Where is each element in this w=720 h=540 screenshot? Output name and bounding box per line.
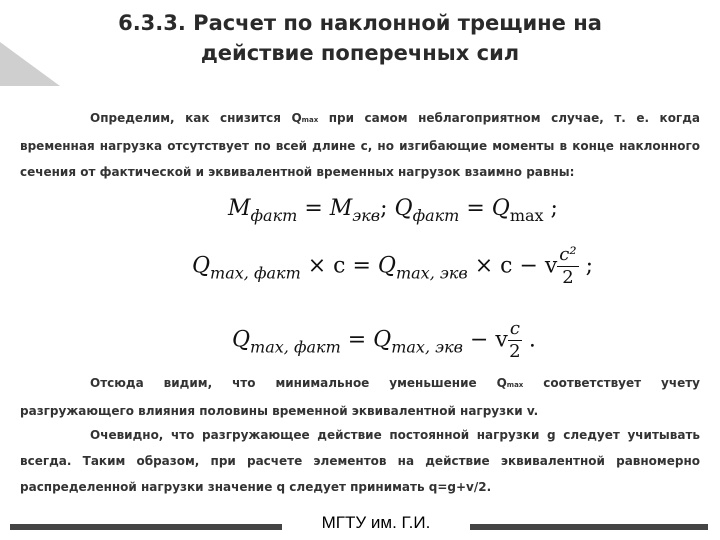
eq1-end: ;: [543, 196, 558, 221]
eq2-q2: Q: [377, 253, 396, 279]
eq1-sub-max: max: [509, 206, 544, 225]
paragraph-load: [20, 422, 700, 500]
eq1-sub-ekv: экв: [352, 206, 381, 225]
decorative-corner-triangle: [0, 42, 60, 86]
q-max-subscript: max: [301, 116, 319, 124]
eq2-sub-fakt: max, факт: [210, 263, 301, 283]
title-line-2: действие поперечных сил: [200, 41, 520, 65]
eq3-q: Q: [232, 327, 251, 353]
eq3-fraction: [508, 318, 522, 363]
eq2-fraction: [557, 244, 578, 289]
eq2-q: Q: [192, 253, 211, 279]
eq1-equals: =: [297, 196, 330, 221]
paragraph-conclusion-part2: соответствует учету разгружающего влияния половины временной эквивалентной нагрузки v.: [20, 376, 701, 418]
footer-bar-right: [470, 524, 708, 530]
paragraph-intro-part2: при самом неблагоприятном случае, т. е. когда временная нагрузка отсутствует по всей длине с, но изгибающие моменты в конце наклонного сечения от фактической и эквивалентной временных нагрузок взаимно равны:: [20, 111, 700, 179]
eq1-equals2: =: [459, 196, 492, 221]
paragraph-intro-part1: Определим, как снизится Q: [90, 111, 302, 125]
page-title: [80, 8, 640, 68]
paragraph-conclusion-part1: Отсюда видим, что минимальное уменьшение Q: [90, 376, 507, 390]
eq3-minus: − v: [462, 327, 508, 353]
eq3-numerator: c: [509, 318, 520, 339]
eq2-times2: × c − v: [467, 253, 558, 279]
eq2-numerator: c²: [559, 244, 577, 265]
paragraph-intro: [20, 105, 700, 185]
eq1-sub-fakt2: факт: [412, 206, 460, 225]
paragraph-conclusion: [20, 370, 700, 424]
eq3-denominator: 2: [509, 341, 521, 362]
eq1-separator: ;: [380, 196, 395, 221]
eq1-m2: M: [329, 196, 353, 221]
eq3-sub-ekv: max, экв: [391, 337, 463, 357]
eq2-end: ;: [578, 253, 593, 279]
eq3-end: .: [521, 327, 536, 353]
eq2-denominator: 2: [562, 267, 574, 288]
equation-1: [228, 196, 558, 225]
footer-bar-left: [10, 524, 282, 530]
eq1-q2: Q: [491, 196, 510, 221]
equation-3: [232, 318, 536, 363]
eq1-q: Q: [394, 196, 413, 221]
footer-label: МГТУ им. Г.И.: [321, 513, 431, 532]
q-max-subscript-2: max: [506, 381, 524, 389]
eq3-equals: =: [340, 327, 374, 353]
eq2-sub-ekv: max, экв: [395, 263, 468, 283]
eq3-q2: Q: [373, 327, 392, 353]
paragraph-load-text: Очевидно, что разгружающее действие постоянной нагрузки g следует учитывать всегда. Таким образом, при расчете элементов на действие эквивалентной равномерно распределенной нагрузки значение q следует принимать q=g+v/2.: [20, 428, 700, 494]
title-line-1: 6.3.3. Расчет по наклонной трещине на: [118, 11, 602, 35]
eq1-sub-fakt: факт: [250, 206, 298, 225]
eq3-sub-fakt: max, факт: [250, 337, 341, 357]
equation-2: [192, 244, 593, 289]
eq2-times: × c =: [300, 253, 378, 279]
eq1-m: M: [228, 196, 251, 221]
